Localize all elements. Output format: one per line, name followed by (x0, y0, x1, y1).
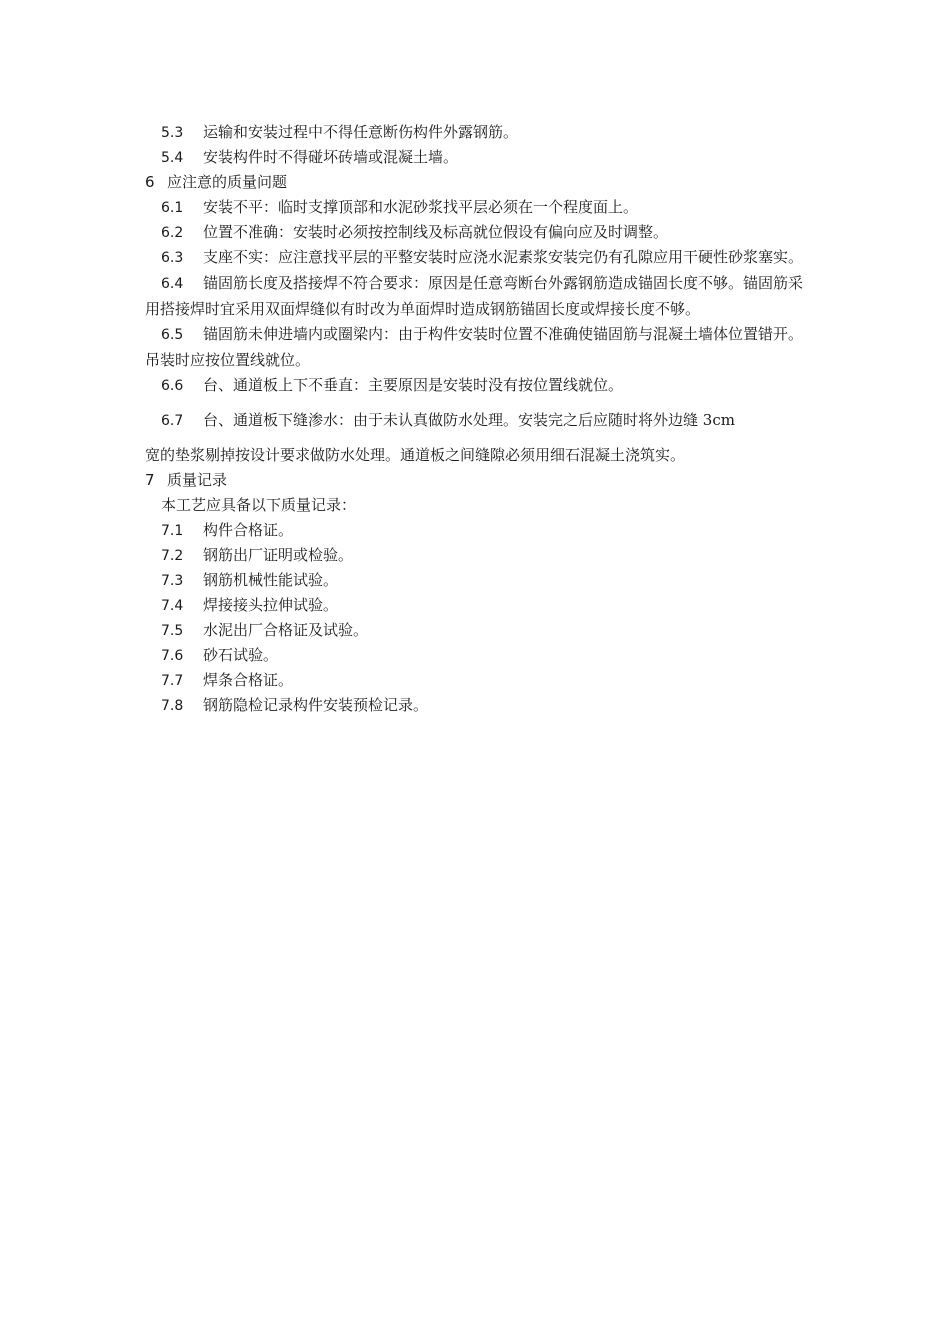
item-text: 钢筋机械性能试验。 (203, 571, 339, 589)
item-text: 钢筋出厂证明或检验。 (203, 546, 354, 564)
item-text: 锚固筋长度及搭接焊不符合要求：原因是任意弯断台外露钢筋造成锚固长度不够。锚固筋采用搭接焊时宜采用双面焊缝似有时改为单面焊时造成钢筋锚固长度或焊接长度不够。 (145, 274, 804, 318)
item-text: 安装不平：临时支撑顶部和水泥砂浆找平层必须在一个程度面上。 (203, 198, 639, 216)
item-6-3 (145, 245, 807, 271)
item-7-5 (145, 618, 807, 643)
item-6-7 (145, 408, 807, 433)
item-6-5 (145, 322, 807, 373)
section-7-intro (145, 493, 807, 518)
item-7-2 (145, 543, 807, 568)
document-body (145, 120, 807, 718)
item-text: 支座不实：应注意找平层的平整安装时应浇水泥素浆安装完仍有孔隙应用干硬性砂浆塞实。 (203, 248, 804, 266)
item-number: 6.2 (161, 225, 184, 241)
item-6-7-continuation (145, 443, 807, 468)
item-number: 7.2 (161, 548, 184, 564)
item-text: 安装构件时不得碰坏砖墙或混凝土墙。 (203, 148, 459, 166)
item-number: 7.1 (161, 523, 184, 539)
item-5-4 (145, 145, 807, 170)
item-7-1 (145, 518, 807, 543)
section-number: 6 (145, 173, 155, 191)
item-number: 5.4 (161, 150, 184, 166)
item-7-4 (145, 593, 807, 618)
section-number: 7 (145, 471, 155, 489)
item-6-1 (145, 195, 807, 220)
item-number: 6.5 (161, 327, 184, 343)
item-6-2 (145, 220, 807, 245)
item-5-3 (145, 120, 807, 145)
section-7-heading (145, 468, 807, 493)
item-number: 6.4 (161, 276, 184, 292)
section-title: 质量记录 (167, 471, 228, 489)
item-6-6 (145, 373, 807, 398)
section-6-heading (145, 170, 807, 195)
item-7-3 (145, 568, 807, 593)
intro-text: 本工艺应具备以下质量记录： (161, 496, 357, 514)
item-number: 7.7 (161, 673, 184, 689)
item-text: 焊条合格证。 (203, 671, 294, 689)
item-number: 6.1 (161, 200, 184, 216)
item-text: 焊接接头拉伸试验。 (203, 596, 339, 614)
item-text: 钢筋隐检记录构件安装预检记录。 (203, 696, 429, 714)
item-number: 7.3 (161, 573, 184, 589)
section-title: 应注意的质量问题 (167, 173, 288, 191)
item-7-7 (145, 668, 807, 693)
item-number: 6.6 (161, 378, 184, 394)
item-text: 位置不准确：安装时必须按控制线及标高就位假设有偏向应及时调整。 (203, 223, 669, 241)
item-number: 7.8 (161, 698, 184, 714)
item-text: 构件合格证。 (203, 521, 294, 539)
item-text: 砂石试验。 (203, 646, 279, 664)
item-text: 水泥出厂合格证及试验。 (203, 621, 369, 639)
item-6-4 (145, 271, 807, 322)
item-number: 6.7 (161, 413, 184, 429)
item-number: 5.3 (161, 125, 184, 141)
item-number: 7.4 (161, 598, 184, 614)
item-text: 台、通道板下缝渗水：由于未认真做防水处理。安装完之后应随时将外边缝 3cm (203, 411, 735, 429)
item-number: 7.5 (161, 623, 184, 639)
item-text: 锚固筋未伸进墙内或圈梁内：由于构件安装时位置不准确使锚固筋与混凝土墙体位置错开。吊装时应按位置线就位。 (145, 325, 804, 369)
item-text: 台、通道板上下不垂直：主要原因是安装时没有按位置线就位。 (203, 376, 624, 394)
item-7-6 (145, 643, 807, 668)
item-number: 7.6 (161, 648, 184, 664)
item-text-continuation: 宽的垫浆剔掉按设计要求做防水处理。通道板之间缝隙必须用细石混凝土浇筑实。 (145, 446, 686, 464)
item-7-8 (145, 693, 807, 718)
item-text: 运输和安装过程中不得任意断伤构件外露钢筋。 (203, 123, 519, 141)
item-number: 6.3 (161, 250, 184, 266)
